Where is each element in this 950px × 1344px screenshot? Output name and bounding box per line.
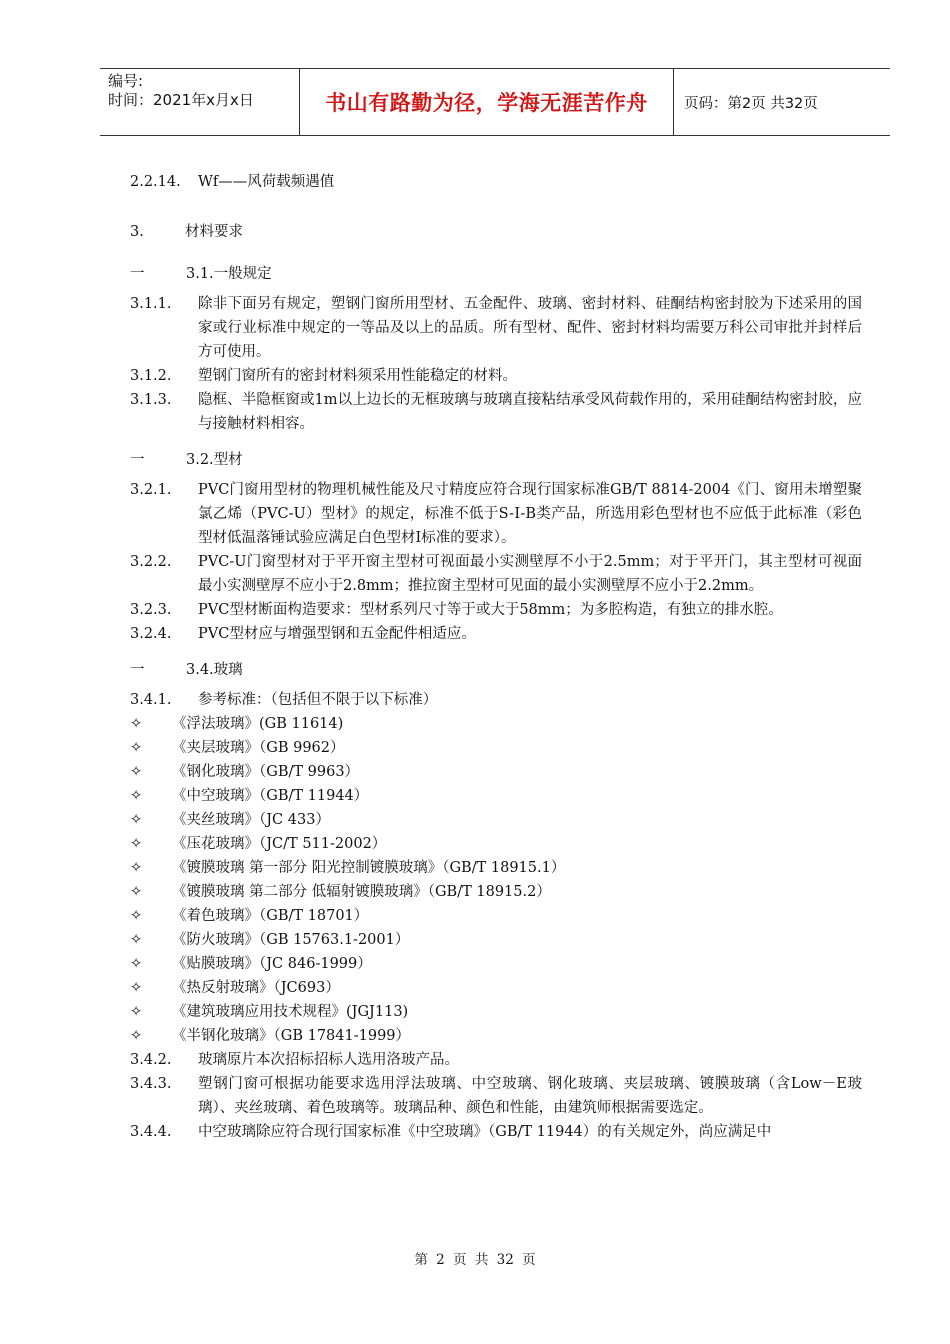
document-time-label: 时间：2021年x月x日 bbox=[108, 91, 254, 109]
clause-3-1-2 bbox=[130, 364, 862, 388]
subsection-mark: 一 bbox=[130, 662, 145, 678]
standard-name: 《钢化玻璃》（GB/T 9963） bbox=[172, 764, 360, 780]
list-item bbox=[130, 784, 862, 808]
list-item bbox=[130, 1024, 862, 1048]
diamond-bullet-icon: ✧ bbox=[130, 1004, 143, 1020]
clause-text: 玻璃原片本次招标招标人选用洛玻产品。 bbox=[198, 1052, 459, 1068]
subsection-mark: 一 bbox=[130, 266, 145, 282]
list-item bbox=[130, 736, 862, 760]
clause-text: 中空玻璃除应符合现行国家标准《中空玻璃》（GB/T 11944）的有关规定外，尚应满足中 bbox=[198, 1124, 772, 1140]
diamond-bullet-icon: ✧ bbox=[130, 788, 143, 804]
subsection-heading-3-2 bbox=[130, 448, 862, 472]
clause-number: 3.1.1. bbox=[130, 296, 172, 312]
clause-text: 隐框、半隐框窗或1m以上边长的无框玻璃与玻璃直接粘结承受风荷载作用的，采用硅酮结构密封胶，应与接触材料相容。 bbox=[198, 392, 862, 432]
clause-3-2-1 bbox=[130, 478, 862, 550]
clause-number: 3.4.3. bbox=[130, 1076, 172, 1092]
clause-3-1-3 bbox=[130, 388, 862, 436]
list-item bbox=[130, 880, 862, 904]
standard-name: 《中空玻璃》（GB/T 11944） bbox=[172, 788, 369, 804]
diamond-bullet-icon: ✧ bbox=[130, 908, 143, 924]
list-item bbox=[130, 976, 862, 1000]
document-body bbox=[130, 170, 862, 1144]
clause-2-2-14 bbox=[130, 170, 862, 194]
clause-number: 3.4.4. bbox=[130, 1124, 172, 1140]
clause-number: 3.4.2. bbox=[130, 1052, 172, 1068]
clause-number: 3.4.1. bbox=[130, 692, 172, 708]
subsection-title: 3.4.玻璃 bbox=[186, 662, 243, 678]
header-motto: 书山有路勤为径，学海无涯苦作舟 bbox=[300, 69, 674, 135]
section-number: 3. bbox=[130, 224, 144, 240]
subsection-heading-3-1 bbox=[130, 262, 862, 286]
diamond-bullet-icon: ✧ bbox=[130, 812, 143, 828]
list-item bbox=[130, 832, 862, 856]
page-footer: 第 2 页 共 32 页 bbox=[414, 1252, 536, 1268]
clause-number: 3.2.3. bbox=[130, 602, 172, 618]
clause-number: 3.2.4. bbox=[130, 626, 172, 642]
clause-number: 3.1.2. bbox=[130, 368, 172, 384]
clause-3-2-2 bbox=[130, 550, 862, 598]
clause-text: 参考标准：（包括但不限于以下标准） bbox=[198, 692, 438, 708]
section-title: 材料要求 bbox=[185, 224, 243, 240]
clause-3-1-1 bbox=[130, 292, 862, 364]
document-number-label: 编号: bbox=[108, 72, 144, 90]
list-item bbox=[130, 928, 862, 952]
clause-3-2-4 bbox=[130, 622, 862, 646]
diamond-bullet-icon: ✧ bbox=[130, 860, 143, 876]
diamond-bullet-icon: ✧ bbox=[130, 980, 143, 996]
subsection-title: 3.1.一般规定 bbox=[186, 266, 272, 282]
clause-text: PVC-U门窗型材对于平开窗主型材可视面最小实测壁厚不小于2.5mm；对于平开门，其主型材可视面最小实测壁厚不应小于2.8mm；推拉窗主型材可见面的最小实测壁厚不应小于2.2mm。 bbox=[198, 554, 862, 594]
subsection-mark: 一 bbox=[130, 452, 145, 468]
standard-name: 《热反射玻璃》（JC693） bbox=[172, 980, 340, 996]
subsection-heading-3-4 bbox=[130, 658, 862, 682]
clause-3-4-2 bbox=[130, 1048, 862, 1072]
standard-name: 《浮法玻璃》(GB 11614) bbox=[172, 716, 344, 732]
diamond-bullet-icon: ✧ bbox=[130, 884, 143, 900]
standard-name: 《建筑玻璃应用技术规程》(JGJ113) bbox=[172, 1004, 409, 1020]
list-item bbox=[130, 952, 862, 976]
diamond-bullet-icon: ✧ bbox=[130, 1028, 143, 1044]
header-info-cell bbox=[100, 69, 300, 135]
clause-text: 除非下面另有规定，塑钢门窗所用型材、五金配件、玻璃、密封材料、硅酮结构密封胶为下述采用的国家或行业标准中规定的一等品及以上的品质。所有型材、配件、密封材料均需要万科公司审批并封样后方可使用。 bbox=[198, 296, 862, 360]
list-item bbox=[130, 760, 862, 784]
standard-name: 《夹丝玻璃》（JC 433） bbox=[172, 812, 330, 828]
diamond-bullet-icon: ✧ bbox=[130, 956, 143, 972]
clause-text: PVC门窗用型材的物理机械性能及尺寸精度应符合现行国家标准GB/T 8814-2004《门、窗用未增塑聚氯乙烯（PVC-U）型材》的规定，标准不低于S-Ⅰ-B类产品，所选用彩色型材也不应低于此标准（彩色型材低温落锤试验应满足白色型材Ⅰ标准的要求）。 bbox=[198, 482, 862, 546]
clause-text: PVC型材应与增强型钢和五金配件相适应。 bbox=[198, 626, 476, 642]
list-item bbox=[130, 808, 862, 832]
standard-name: 《着色玻璃》（GB/T 18701） bbox=[172, 908, 369, 924]
clause-text: 塑钢门窗所有的密封材料须采用性能稳定的材料。 bbox=[198, 368, 517, 384]
clause-number: 3.1.3. bbox=[130, 392, 172, 408]
standard-name: 《镀膜玻璃 第一部分 阳光控制镀膜玻璃》（GB/T 18915.1） bbox=[172, 860, 566, 876]
clause-number: 3.2.1. bbox=[130, 482, 172, 498]
clause-3-4-4 bbox=[130, 1120, 862, 1144]
standard-name: 《压花玻璃》（JC/T 511-2002） bbox=[172, 836, 387, 852]
list-item bbox=[130, 712, 862, 736]
standard-name: 《半钢化玻璃》（GB 17841-1999） bbox=[172, 1028, 411, 1044]
clause-number: 2.2.14. bbox=[130, 174, 181, 190]
standard-name: 《防火玻璃》（GB 15763.1-2001） bbox=[172, 932, 410, 948]
list-item bbox=[130, 856, 862, 880]
diamond-bullet-icon: ✧ bbox=[130, 764, 143, 780]
subsection-title: 3.2.型材 bbox=[186, 452, 243, 468]
diamond-bullet-icon: ✧ bbox=[130, 932, 143, 948]
clause-number: 3.2.2. bbox=[130, 554, 172, 570]
clause-text: Wf——风荷载频遇值 bbox=[198, 174, 335, 190]
standards-list bbox=[130, 712, 862, 1048]
standard-name: 《贴膜玻璃》（JC 846-1999） bbox=[172, 956, 372, 972]
clause-text: 塑钢门窗可根据功能要求选用浮法玻璃、中空玻璃、钢化玻璃、夹层玻璃、镀膜玻璃（含Low－E玻璃）、夹丝玻璃、着色玻璃等。玻璃品种、颜色和性能，由建筑师根据需要选定。 bbox=[198, 1076, 862, 1116]
page-header bbox=[100, 68, 890, 136]
list-item bbox=[130, 904, 862, 928]
diamond-bullet-icon: ✧ bbox=[130, 716, 143, 732]
standard-name: 《镀膜玻璃 第二部分 低辐射镀膜玻璃》（GB/T 18915.2） bbox=[172, 884, 551, 900]
standard-name: 《夹层玻璃》（GB 9962） bbox=[172, 740, 345, 756]
clause-3-2-3 bbox=[130, 598, 862, 622]
header-page-info: 页码：第2页 共32页 bbox=[684, 95, 818, 112]
diamond-bullet-icon: ✧ bbox=[130, 836, 143, 852]
list-item bbox=[130, 1000, 862, 1024]
diamond-bullet-icon: ✧ bbox=[130, 740, 143, 756]
clause-text: PVC型材断面构造要求：型材系列尺寸等于或大于58mm；为多腔构造，有独立的排水腔。 bbox=[198, 602, 783, 618]
section-heading-3 bbox=[130, 220, 862, 244]
clause-3-4-3 bbox=[130, 1072, 862, 1120]
clause-3-4-1 bbox=[130, 688, 862, 712]
